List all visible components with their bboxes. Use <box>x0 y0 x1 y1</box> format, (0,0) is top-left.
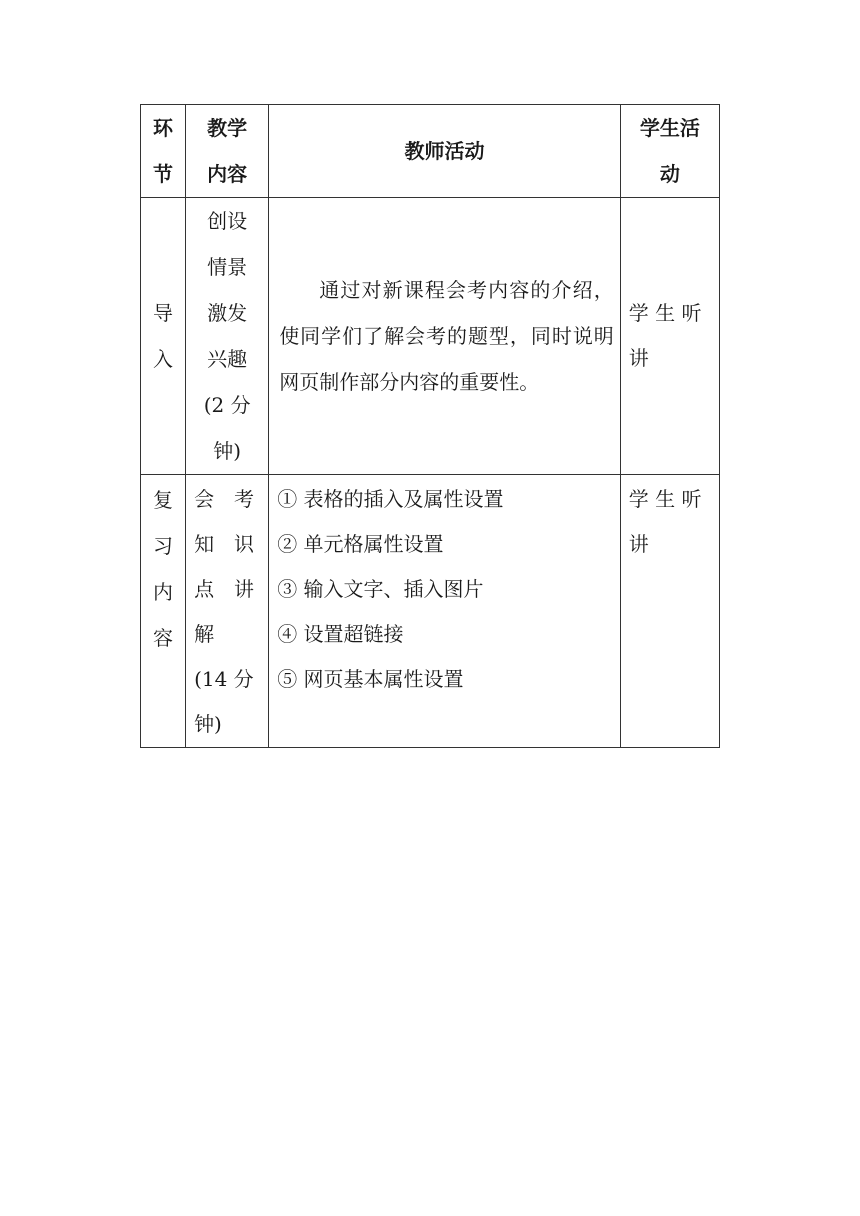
header-content <box>186 105 269 198</box>
student-line: 学 生 听 <box>628 487 702 511</box>
header-teacher-label: 教师活动 <box>404 139 485 163</box>
header-content-line: 内容 <box>207 162 248 186</box>
content-cell <box>186 198 269 475</box>
header-student <box>620 105 719 198</box>
table-row <box>141 198 720 475</box>
content-line: 情景 <box>207 255 248 279</box>
teacher-list-item: ③ 输入文字、插入图片 <box>277 577 484 601</box>
stage-cell <box>141 475 186 748</box>
teacher-list-item: ⑤ 网页基本属性设置 <box>277 667 464 691</box>
stage-cell <box>141 198 186 475</box>
content-line: (14 分 <box>194 667 254 691</box>
student-line: 讲 <box>628 532 649 556</box>
content-line: 钟) <box>194 712 222 736</box>
header-teacher <box>269 105 621 198</box>
stage-char: 容 <box>153 626 174 650</box>
teacher-list-item: ④ 设置超链接 <box>277 622 404 646</box>
header-row <box>141 105 720 198</box>
content-line: 钟) <box>213 439 242 463</box>
student-line: 学 生 听 <box>628 301 702 325</box>
header-stage-line: 环 <box>153 116 174 140</box>
content-line: 知 识 <box>194 532 255 556</box>
teacher-cell <box>269 475 621 748</box>
teacher-list-item: ② 单元格属性设置 <box>277 532 444 556</box>
content-cell <box>186 475 269 748</box>
content-line: 会 考 <box>194 487 255 511</box>
teacher-cell <box>269 198 621 475</box>
content-line: 激发 <box>207 301 248 325</box>
student-line: 讲 <box>628 346 649 370</box>
content-line: 创设 <box>207 209 248 233</box>
stage-char: 复 <box>153 488 174 512</box>
content-line: (2 分 <box>203 393 251 417</box>
header-stage <box>141 105 186 198</box>
header-student-line: 学生活 <box>639 116 700 140</box>
header-stage-line: 节 <box>153 162 174 186</box>
stage-char: 习 <box>153 534 174 558</box>
stage-char: 入 <box>153 347 174 371</box>
teacher-activity-text: 通过对新课程会考内容的介绍，使同学们了解会考的题型，同时说明网页制作部分内容的重要性。 <box>279 278 614 394</box>
content-line: 解 <box>194 622 215 646</box>
stage-char: 导 <box>153 301 174 325</box>
teacher-list-item: ① 表格的插入及属性设置 <box>277 487 504 511</box>
student-cell <box>620 198 719 475</box>
stage-char: 内 <box>153 580 174 604</box>
header-content-line: 教学 <box>207 116 248 140</box>
content-line: 兴趣 <box>207 347 248 371</box>
content-line: 点 讲 <box>194 577 255 601</box>
student-cell <box>620 475 719 748</box>
lesson-plan-table <box>140 104 720 748</box>
table-row <box>141 475 720 748</box>
lesson-plan-sheet <box>140 104 720 748</box>
header-student-line: 动 <box>659 162 680 186</box>
